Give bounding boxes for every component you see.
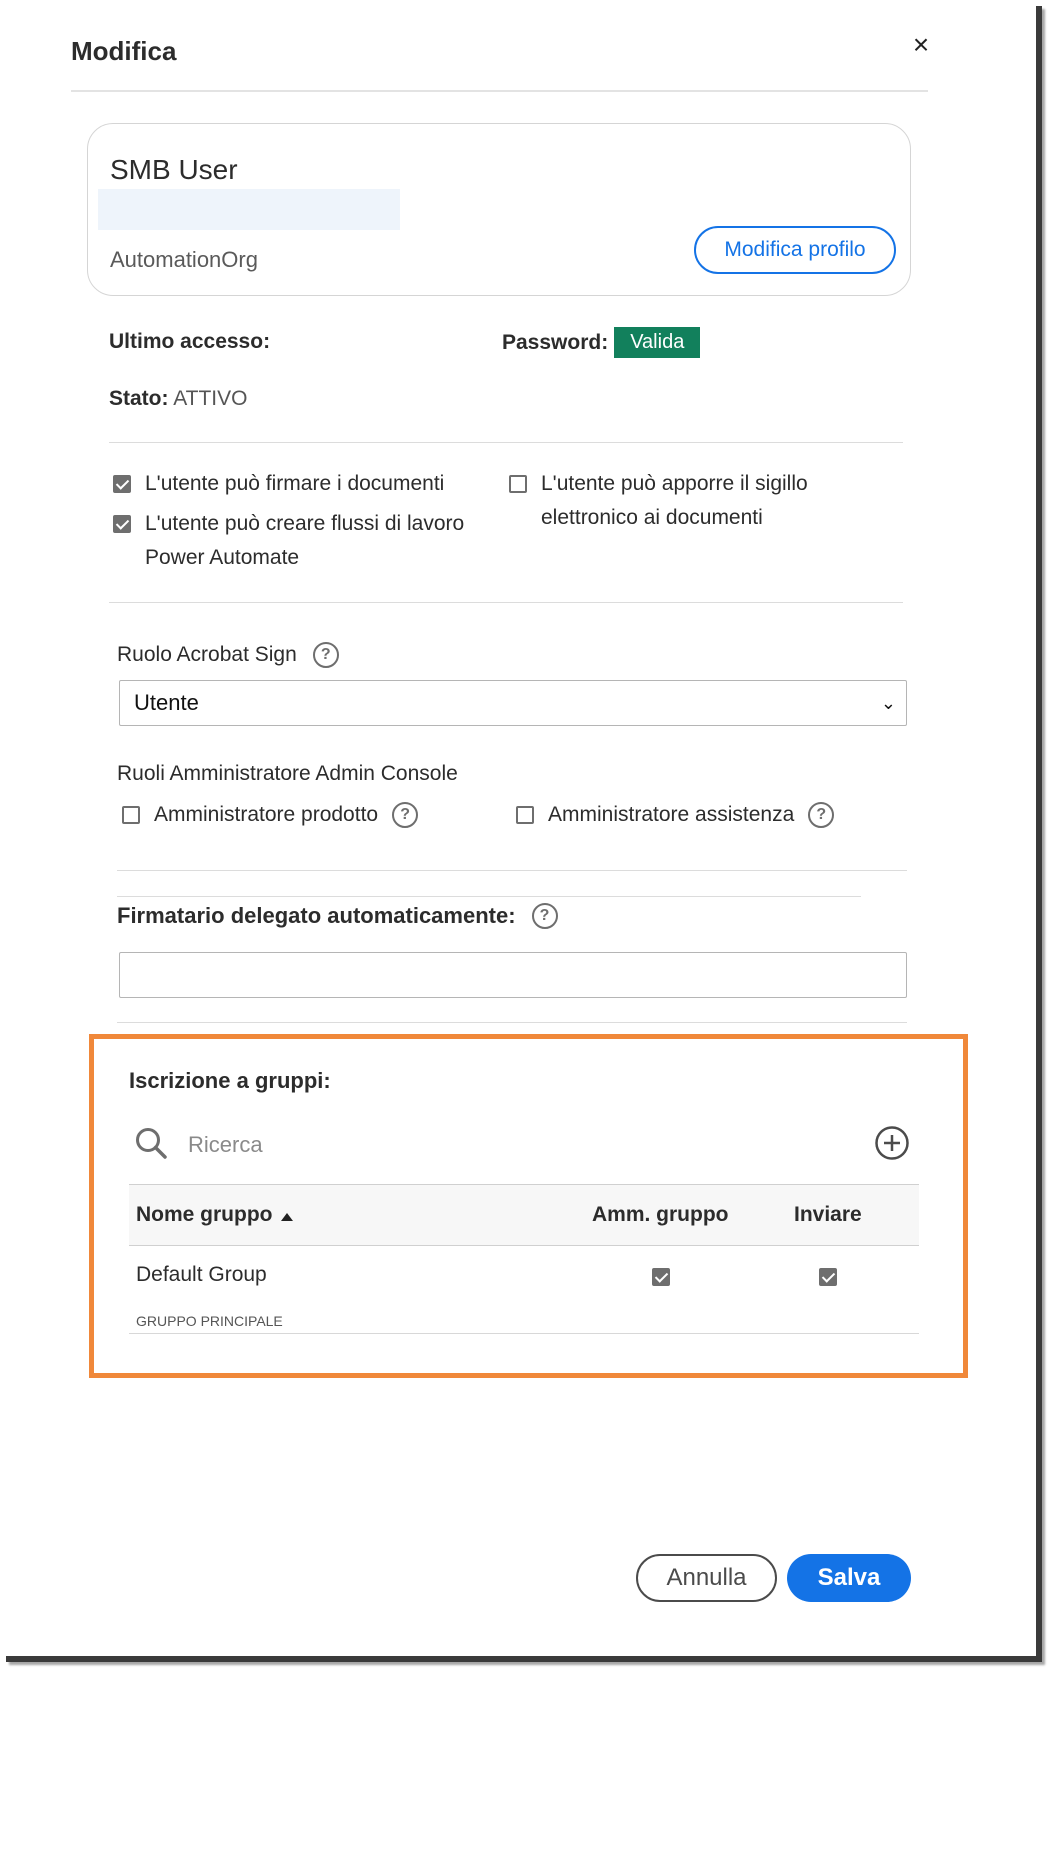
password-status-badge: Valida <box>614 327 700 358</box>
group-admin-checkbox[interactable] <box>652 1268 670 1286</box>
divider <box>117 896 861 897</box>
search-icon <box>134 1126 168 1160</box>
admin-role-support[interactable] <box>516 802 834 828</box>
groups-title: Iscrizione a gruppi: <box>129 1068 331 1093</box>
help-icon[interactable]: ? <box>532 903 558 929</box>
product-admin-checkbox[interactable] <box>122 806 140 824</box>
role-select[interactable] <box>119 680 907 726</box>
help-icon[interactable]: ? <box>313 642 339 668</box>
sign-documents-checkbox[interactable] <box>113 475 131 493</box>
column-group-admin: Amm. gruppo <box>592 1203 729 1226</box>
admin-role-label: Amministratore prodotto <box>154 803 379 826</box>
chevron-down-icon: ⌄ <box>880 693 896 713</box>
electronic-seal-checkbox[interactable] <box>509 475 527 493</box>
status-row <box>109 387 247 411</box>
edit-profile-button[interactable]: Modifica profilo <box>694 226 896 274</box>
divider <box>117 870 907 871</box>
divider <box>117 1022 907 1023</box>
table-row <box>129 1246 919 1334</box>
role-label-row <box>117 642 339 668</box>
column-label: Nome gruppo <box>136 1203 273 1226</box>
admin-role-label: Amministratore assistenza <box>548 803 795 826</box>
profile-card <box>87 123 911 296</box>
power-automate-checkbox[interactable] <box>113 515 131 533</box>
save-button[interactable]: Salva <box>787 1554 911 1602</box>
group-search-input[interactable] <box>188 1128 688 1162</box>
password-label: Password: <box>502 330 609 354</box>
permission-sign-documents[interactable] <box>113 467 493 501</box>
organization-name: AutomationOrg <box>110 247 258 272</box>
permission-label: L'utente può firmare i documenti <box>145 472 445 495</box>
column-send: Inviare <box>794 1203 862 1226</box>
role-label: Ruolo Acrobat Sign <box>117 643 297 666</box>
support-admin-checkbox[interactable] <box>516 806 534 824</box>
permission-label: L'utente può creare flussi di lavoro Power Automate <box>145 512 465 569</box>
password-row <box>502 327 700 358</box>
cancel-button[interactable]: Annulla <box>636 1554 777 1602</box>
help-icon[interactable]: ? <box>808 802 834 828</box>
delegate-signer-input[interactable] <box>119 952 907 998</box>
admin-role-product[interactable] <box>122 802 418 828</box>
redacted-email <box>98 189 400 230</box>
group-subtitle: GRUPPO PRINCIPALE <box>136 1313 283 1329</box>
divider <box>109 602 903 603</box>
close-icon[interactable]: × <box>912 29 930 60</box>
profile-name: SMB User <box>110 154 238 185</box>
dialog-title: Modifica <box>71 36 177 66</box>
divider <box>71 90 928 92</box>
status-value: ATTIVO <box>173 387 248 410</box>
send-checkbox[interactable] <box>819 1268 837 1286</box>
delegate-label: Firmatario delegato automaticamente: <box>117 903 516 928</box>
help-icon[interactable]: ? <box>392 802 418 828</box>
admin-roles-label: Ruoli Amministratore Admin Console <box>117 762 458 785</box>
role-selected-value: Utente <box>134 690 199 715</box>
permission-electronic-seal[interactable] <box>509 467 889 535</box>
sort-ascending-icon <box>281 1213 293 1221</box>
last-access-label: Ultimo accesso: <box>109 330 271 353</box>
group-name: Default Group <box>136 1263 267 1286</box>
add-circle-icon[interactable] <box>874 1125 910 1161</box>
delegate-label-row <box>117 903 558 929</box>
status-label: Stato: <box>109 387 169 410</box>
groups-table-header <box>129 1184 919 1246</box>
column-group-name[interactable] <box>136 1203 293 1227</box>
divider <box>109 442 903 443</box>
permission-power-automate[interactable] <box>113 507 493 575</box>
permission-label: L'utente può apporre il sigillo elettronico ai documenti <box>541 472 808 529</box>
